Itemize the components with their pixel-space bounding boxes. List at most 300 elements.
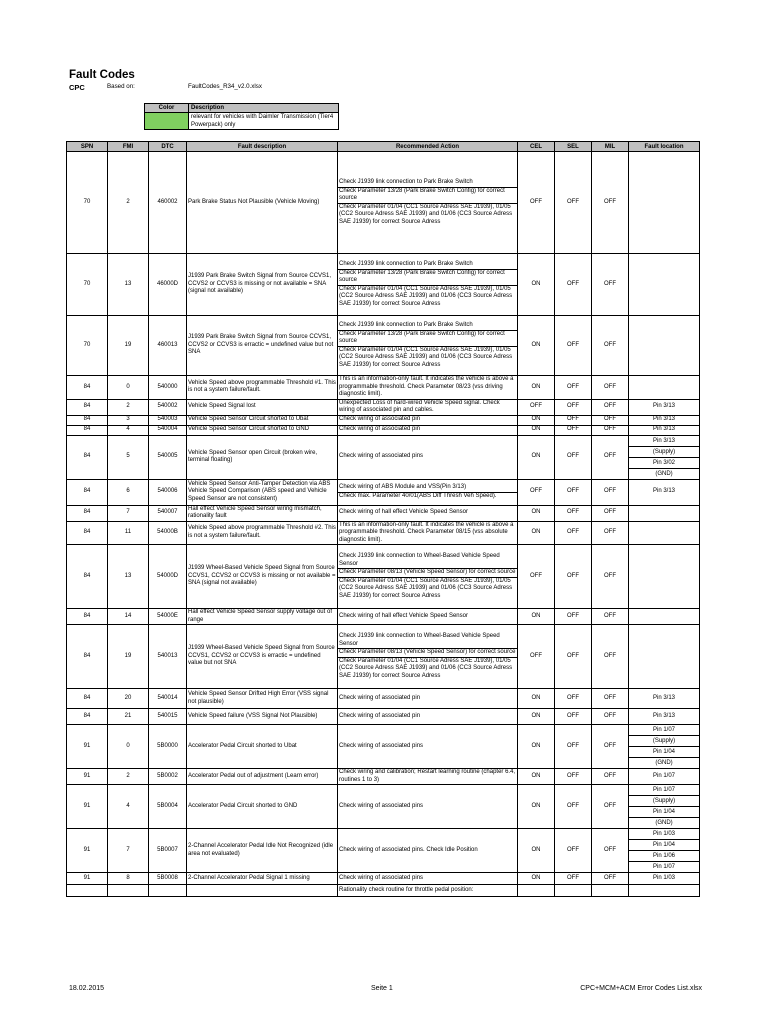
sel-cell: OFF: [555, 689, 592, 709]
recommended-action-item: Check Parameter 13/28 (Park Brake Switch Config) for correct source: [338, 270, 517, 286]
dtc-cell: 5B0008: [149, 873, 187, 885]
recommended-action-item: Check wiring of associated pins: [339, 874, 424, 881]
spn-cell: 84: [67, 415, 108, 425]
sel-cell: OFF: [555, 425, 592, 435]
mil-cell: OFF: [592, 425, 629, 435]
dtc-cell: 540014: [149, 689, 187, 709]
fmi-cell: 19: [108, 625, 149, 689]
column-header: SPN: [67, 142, 108, 152]
cel-cell: OFF: [518, 545, 555, 609]
recommended-action-cell: [338, 709, 518, 725]
dtc-cell: 540005: [149, 435, 187, 479]
recommended-action-item: Check J1939 link connection to Park Brake Switch: [338, 322, 517, 331]
recommended-action-cell: [338, 479, 518, 505]
cel-cell: ON: [518, 415, 555, 425]
fault-location-item: (GND): [655, 470, 673, 477]
recommended-action-cell: [338, 609, 518, 625]
fmi-cell: 0: [108, 376, 149, 400]
fault-location-item: Pin 3/13: [652, 712, 676, 719]
sel-cell: OFF: [555, 829, 592, 873]
legend-color-swatch: [145, 113, 189, 130]
column-header: DTC: [149, 142, 187, 152]
mil-cell: OFF: [592, 725, 629, 769]
sel-cell: OFF: [555, 709, 592, 725]
fault-description-cell: J1939 Park Brake Switch Signal from Source CCVS1, CCVS2 or CCVS3 is erractic = undefined value but not SNA: [187, 316, 338, 376]
column-header: SEL: [555, 142, 592, 152]
fmi-cell: 11: [108, 521, 149, 545]
spn-cell: 91: [67, 725, 108, 769]
fault-location-cell: [629, 709, 700, 725]
column-header: CEL: [518, 142, 555, 152]
recommended-action-cell: [338, 769, 518, 785]
cel-cell: ON: [518, 254, 555, 316]
fmi-cell: 5: [108, 435, 149, 479]
document-title: Fault Codes: [69, 69, 135, 81]
cel-cell: ON: [518, 435, 555, 479]
fault-description-cell: Park Brake Status Not Plausible (Vehicle Moving): [187, 152, 338, 254]
cel-cell: ON: [518, 769, 555, 785]
fault-location-cell: [629, 425, 700, 435]
column-header: FMI: [108, 142, 149, 152]
fault-description-cell: Vehicle Speed Sensor Anti-Tamper Detection via ABS Vehicle Speed Comparison (ABS speed and Vehicle Speed Sensor are not consistent): [187, 479, 338, 505]
recommended-action-item: Check wiring of associated pins. Check Idle Position: [339, 846, 478, 853]
fault-location-item: (Supply): [629, 736, 699, 747]
sel-cell: OFF: [555, 435, 592, 479]
spn-cell: 84: [67, 376, 108, 400]
fault-location-item: (GND): [655, 820, 673, 826]
recommended-action-item: Check Parameter 08/13 (Vehicle Speed Sensor) for correct source: [338, 649, 517, 658]
document-subtitle: CPC: [69, 83, 85, 92]
footer-page-number: Seite 1: [371, 985, 393, 992]
table-row: [67, 316, 700, 376]
fault-location-cell: [629, 625, 700, 689]
cel-cell: OFF: [518, 152, 555, 254]
table-row: [67, 254, 700, 316]
column-header: Fault description: [187, 142, 338, 152]
fault-location-item: Pin 1/07: [652, 772, 676, 779]
fault-location-cell: [629, 435, 700, 479]
fault-location-item: Pin 1/04: [629, 807, 699, 818]
recommended-action-item: Check wiring of associated pins: [339, 453, 424, 460]
mil-cell: OFF: [592, 545, 629, 609]
mil-cell: OFF: [592, 625, 629, 689]
recommended-action-item: Check max. Parameter 40/01(ABS Diff Thresh Veh Speed).: [339, 492, 497, 499]
fault-location-item: Pin 3/13: [652, 416, 676, 423]
fault-codes-table: [66, 141, 700, 897]
spn-cell: 70: [67, 316, 108, 376]
fmi-cell: 7: [108, 505, 149, 521]
recommended-action-cell: [338, 316, 518, 376]
dtc-cell: 540007: [149, 505, 187, 521]
fault-location-cell: [629, 545, 700, 609]
fault-description-cell: Vehicle Speed Signal lost: [187, 399, 338, 415]
recommended-action-cell: [338, 785, 518, 829]
fault-description-cell: J1939 Wheel-Based Vehicle Speed Signal from Source CCVS1, CCVS2 or CCVS3 is missing or not available = SNA (signal not available): [187, 545, 338, 609]
fault-location-cell: [629, 785, 700, 829]
table-header-row: [67, 142, 700, 152]
fault-location-cell: [629, 829, 700, 873]
fault-location-item: Pin 1/06: [629, 851, 699, 862]
sel-cell: OFF: [555, 399, 592, 415]
mil-cell: OFF: [592, 785, 629, 829]
recommended-action-item: This is an information-only fault. It indicates the vehicle is above a programmable threshold. Check Parameter 08/23 (vss driving diagnostic limit).: [339, 376, 514, 397]
recommended-action-item: Check wiring of associated pin: [339, 694, 421, 701]
fault-description-cell: Vehicle Speed failure (VSS Signal Not Plausible): [187, 709, 338, 725]
sel-cell: OFF: [555, 479, 592, 505]
fault-location-cell: [629, 415, 700, 425]
spn-cell: 84: [67, 545, 108, 609]
fault-location-cell: [629, 479, 700, 505]
cel-cell: ON: [518, 725, 555, 769]
recommended-action-cell: [338, 873, 518, 885]
table-row: [67, 689, 700, 709]
fault-description-cell: 2-Channel Accelerator Pedal Signal 1 missing: [187, 873, 338, 885]
cel-cell: ON: [518, 609, 555, 625]
dtc-cell: 46000D: [149, 254, 187, 316]
mil-cell: OFF: [592, 152, 629, 254]
spn-cell: 91: [67, 829, 108, 873]
recommended-action-item: Rationality check routine for throttle pedal position:: [339, 886, 474, 893]
mil-cell: OFF: [592, 254, 629, 316]
fault-description-cell: [187, 885, 338, 897]
fault-location-item: Pin 1/07: [652, 864, 676, 870]
table-row: [67, 435, 700, 479]
fault-location-item: Pin 1/03: [629, 829, 699, 840]
sel-cell: OFF: [555, 521, 592, 545]
dtc-cell: 540003: [149, 415, 187, 425]
fault-location-cell: [629, 254, 700, 316]
fault-location-cell: [629, 316, 700, 376]
recommended-action-item: Check Parameter 13/28 (Park Brake Switch Config) for correct source: [338, 188, 517, 204]
table-row: [67, 545, 700, 609]
table-row: [67, 425, 700, 435]
mil-cell: OFF: [592, 415, 629, 425]
sel-cell: OFF: [555, 415, 592, 425]
cel-cell: ON: [518, 505, 555, 521]
dtc-cell: 5B0002: [149, 769, 187, 785]
fault-description-cell: Accelerator Pedal Circuit shorted to Ubat: [187, 725, 338, 769]
fault-description-cell: J1939 Park Brake Switch Signal from Source CCVS1, CCVS2 or CCVS3 is missing or not available = SNA (signal not available): [187, 254, 338, 316]
mil-cell: OFF: [592, 829, 629, 873]
fmi-cell: 4: [108, 425, 149, 435]
table-row: [67, 479, 700, 505]
fault-description-cell: Vehicle Speed Sensor Drifted High Error (VSS signal not plausible): [187, 689, 338, 709]
sel-cell: OFF: [555, 545, 592, 609]
recommended-action-cell: [338, 545, 518, 609]
recommended-action-item: Check Parameter 13/28 (Park Brake Switch Config) for correct source: [338, 331, 517, 347]
spn-cell: 70: [67, 254, 108, 316]
fault-location-cell: [629, 689, 700, 709]
recommended-action-item: This is an information-only fault. It indicates the vehicle is above a programmable threshold. Check Parameter 08/15 (vss absolute diagnostic limit).: [339, 521, 514, 543]
fault-location-item: Pin 3/13: [652, 488, 676, 495]
mil-cell: OFF: [592, 505, 629, 521]
dtc-cell: 540004: [149, 425, 187, 435]
cel-cell: ON: [518, 785, 555, 829]
cel-cell: ON: [518, 316, 555, 376]
sel-cell: OFF: [555, 785, 592, 829]
mil-cell: OFF: [592, 479, 629, 505]
mil-cell: OFF: [592, 399, 629, 415]
fmi-cell: 2: [108, 399, 149, 415]
fault-location-cell: [629, 399, 700, 415]
fault-description-cell: Vehicle Speed above programmable Threshold #1. This is not a system failure/fault.: [187, 376, 338, 400]
fault-description-cell: Accelerator Pedal Circuit shorted to GND: [187, 785, 338, 829]
recommended-action-cell: [338, 152, 518, 254]
dtc-cell: [149, 885, 187, 897]
sel-cell: OFF: [555, 725, 592, 769]
color-legend: [144, 103, 339, 130]
fault-location-item: Pin 3/13: [652, 426, 676, 433]
spn-cell: 84: [67, 709, 108, 725]
fault-description-cell: Vehicle Speed above programmable Threshold #2. This is not a system failure/fault.: [187, 521, 338, 545]
spn-cell: 84: [67, 505, 108, 521]
recommended-action-cell: [338, 689, 518, 709]
spn-cell: 84: [67, 399, 108, 415]
footer-file-name: CPC+MCM+ACM Error Codes List.xlsx: [580, 985, 702, 992]
dtc-cell: 5B0004: [149, 785, 187, 829]
table-row: [67, 725, 700, 769]
dtc-cell: 540002: [149, 399, 187, 415]
fmi-cell: 2: [108, 769, 149, 785]
dtc-cell: 5B0000: [149, 725, 187, 769]
fault-location-item: (Supply): [629, 796, 699, 807]
fault-description-cell: 2-Channel Accelerator Pedal Idle Not Recognized (idle area not evaluated): [187, 829, 338, 873]
fmi-cell: 14: [108, 609, 149, 625]
cel-cell: ON: [518, 376, 555, 400]
spn-cell: 84: [67, 625, 108, 689]
table-row: [67, 885, 700, 897]
mil-cell: OFF: [592, 873, 629, 885]
dtc-cell: 540015: [149, 709, 187, 725]
fmi-cell: 7: [108, 829, 149, 873]
table-row: [67, 521, 700, 545]
recommended-action-item: Check wiring and calibration; Restart learning routine (chapter 6.4, routines 1 to 3): [339, 769, 516, 783]
table-row: [67, 152, 700, 254]
fault-location-cell: [629, 769, 700, 785]
spn-cell: 91: [67, 785, 108, 829]
cel-cell: ON: [518, 829, 555, 873]
fault-location-cell: [629, 725, 700, 769]
table-row: [67, 769, 700, 785]
table-row: [67, 376, 700, 400]
sel-cell: OFF: [555, 625, 592, 689]
fmi-cell: 13: [108, 254, 149, 316]
recommended-action-cell: [338, 425, 518, 435]
dtc-cell: 460002: [149, 152, 187, 254]
mil-cell: OFF: [592, 689, 629, 709]
mil-cell: OFF: [592, 609, 629, 625]
recommended-action-item: Unexpected Loss of hard-wired Vehicle Speed signal. Check wiring of associated pin and cables.: [339, 399, 500, 413]
fault-location-item: Pin 3/13: [652, 403, 676, 410]
cel-cell: OFF: [518, 625, 555, 689]
fault-location-item: Pin 1/07: [629, 785, 699, 796]
recommended-action-cell: [338, 376, 518, 400]
fault-location-item: Pin 1/04: [629, 840, 699, 851]
mil-cell: OFF: [592, 521, 629, 545]
spn-cell: 84: [67, 609, 108, 625]
recommended-action-cell: [338, 829, 518, 873]
recommended-action-item: Check Parameter 01/04 (CC1 Source Adress SAE J1939), 01/05 (CC2 Source Adress SAE J1939) and 01/06 (CC3 Source Adress SAE J1939) for correct Source Adress: [339, 346, 513, 368]
recommended-action-item: Check wiring of associated pin: [339, 426, 421, 433]
column-header: Recommended Action: [338, 142, 518, 152]
based-on-file: FaultCodes_R34_v2.0.xlsx: [188, 83, 262, 90]
sel-cell: [555, 885, 592, 897]
table-row: [67, 609, 700, 625]
cel-cell: ON: [518, 689, 555, 709]
column-header: Fault location: [629, 142, 700, 152]
fmi-cell: 0: [108, 725, 149, 769]
table-row: [67, 709, 700, 725]
recommended-action-item: Check J1939 link connection to Park Brake Switch: [338, 179, 517, 188]
fault-location-item: (GND): [655, 760, 673, 766]
mil-cell: OFF: [592, 709, 629, 725]
fault-location-cell: [629, 873, 700, 885]
mil-cell: OFF: [592, 769, 629, 785]
spn-cell: 84: [67, 521, 108, 545]
table-row: [67, 829, 700, 873]
cel-cell: [518, 885, 555, 897]
cel-cell: ON: [518, 873, 555, 885]
fault-description-cell: Hall effect Vehicle Speed Sensor supply voltage out of range: [187, 609, 338, 625]
legend-description: relevant for vehicles with Daimler Transmission (Tier4 Powerpack) only: [189, 113, 339, 130]
recommended-action-item: Check J1939 link connection to Park Brake Switch: [338, 261, 517, 270]
table-row: [67, 785, 700, 829]
fmi-cell: 6: [108, 479, 149, 505]
fault-location-item: (Supply): [629, 447, 699, 458]
cel-cell: ON: [518, 709, 555, 725]
fault-description-cell: Vehicle Speed Sensor open Circuit (broken wire, terminal floating): [187, 435, 338, 479]
fault-description-cell: J1939 Wheel-Based Vehicle Speed Signal from Source CCVS1, CCVS2 or CCVS3 is erractic = undefined value but not SNA: [187, 625, 338, 689]
sel-cell: OFF: [555, 376, 592, 400]
fault-location-cell: [629, 521, 700, 545]
sel-cell: OFF: [555, 152, 592, 254]
recommended-action-cell: [338, 521, 518, 545]
fmi-cell: 21: [108, 709, 149, 725]
recommended-action-item: Check wiring of ABS Module and VSS(Pin 3/13): [338, 484, 517, 493]
fmi-cell: [108, 885, 149, 897]
dtc-cell: 540000: [149, 376, 187, 400]
fmi-cell: 8: [108, 873, 149, 885]
fault-description-cell: Hall effect Vehicle Speed Sensor wiring mismatch, rationality fault: [187, 505, 338, 521]
table-row: [67, 415, 700, 425]
fault-location-item: Pin 1/03: [652, 874, 676, 881]
dtc-cell: 540006: [149, 479, 187, 505]
dtc-cell: 54000E: [149, 609, 187, 625]
dtc-cell: 54000D: [149, 545, 187, 609]
footer-date: 18.02.2015: [69, 985, 105, 992]
fmi-cell: 4: [108, 785, 149, 829]
sel-cell: OFF: [555, 609, 592, 625]
fault-location-item: Pin 3/02: [629, 458, 699, 469]
sel-cell: OFF: [555, 254, 592, 316]
dtc-cell: 540013: [149, 625, 187, 689]
sel-cell: OFF: [555, 316, 592, 376]
fault-location-item: Pin 1/04: [629, 747, 699, 758]
fault-location-cell: [629, 505, 700, 521]
fault-description-cell: Vehicle Speed Sensor Circuit shorted to GND: [187, 425, 338, 435]
sel-cell: OFF: [555, 769, 592, 785]
based-on-label: Based on:: [107, 83, 135, 90]
fmi-cell: 13: [108, 545, 149, 609]
recommended-action-item: Check wiring of associated pin: [339, 416, 421, 423]
legend-description-header: Description: [189, 104, 339, 113]
recommended-action-item: Check Parameter 01/04 (CC1 Source Adress SAE J1939), 01/05 (CC2 Source Adress SAE J1939) and 01/06 (CC3 Source Adress SAE J1939) for correct Source Adress: [339, 577, 513, 599]
recommended-action-item: Check Parameter 08/13 (Vehicle Speed Sensor) for correct source: [338, 569, 517, 578]
cel-cell: ON: [518, 521, 555, 545]
table-body: [67, 152, 700, 897]
fault-description-cell: Accelerator Pedal out of adjustment (Learn error): [187, 769, 338, 785]
dtc-cell: 5B0007: [149, 829, 187, 873]
spn-cell: 70: [67, 152, 108, 254]
spn-cell: 84: [67, 479, 108, 505]
fault-location-cell: [629, 885, 700, 897]
mil-cell: OFF: [592, 316, 629, 376]
spn-cell: 91: [67, 873, 108, 885]
recommended-action-item: Check wiring of hall effect Vehicle Speed Sensor: [339, 612, 468, 619]
fault-location-cell: [629, 152, 700, 254]
recommended-action-cell: [338, 625, 518, 689]
fmi-cell: 19: [108, 316, 149, 376]
spn-cell: 84: [67, 689, 108, 709]
dtc-cell: 460013: [149, 316, 187, 376]
recommended-action-item: Check J1939 link connection to Wheel-Based Vehicle Speed Sensor: [338, 553, 517, 569]
recommended-action-cell: [338, 435, 518, 479]
sel-cell: OFF: [555, 505, 592, 521]
cel-cell: OFF: [518, 479, 555, 505]
dtc-cell: 54000B: [149, 521, 187, 545]
recommended-action-cell: [338, 399, 518, 415]
table-row: [67, 873, 700, 885]
fault-description-cell: Vehicle Speed Sensor Circuit shorted to Ubat: [187, 415, 338, 425]
recommended-action-cell: [338, 505, 518, 521]
recommended-action-item: Check wiring of associated pins: [339, 802, 424, 809]
table-row: [67, 399, 700, 415]
column-header: MIL: [592, 142, 629, 152]
fault-location-cell: [629, 609, 700, 625]
recommended-action-item: Check Parameter 01/04 (CC1 Source Adress SAE J1939), 01/05 (CC2 Source Adress SAE J1939) and 01/06 (CC3 Source Adress SAE J1939) for correct Source Adress: [339, 203, 513, 225]
spn-cell: 84: [67, 435, 108, 479]
mil-cell: [592, 885, 629, 897]
spn-cell: 84: [67, 425, 108, 435]
recommended-action-item: Check wiring of hall effect Vehicle Speed Sensor: [339, 509, 468, 516]
recommended-action-cell: [338, 885, 518, 897]
mil-cell: OFF: [592, 435, 629, 479]
fault-location-item: Pin 1/07: [629, 725, 699, 736]
fmi-cell: 2: [108, 152, 149, 254]
recommended-action-cell: [338, 415, 518, 425]
table-row: [67, 505, 700, 521]
fmi-cell: 20: [108, 689, 149, 709]
legend-color-header: Color: [145, 104, 189, 113]
spn-cell: 91: [67, 769, 108, 785]
recommended-action-item: Check Parameter 01/04 (CC1 Source Adress SAE J1939), 01/05 (CC2 Source Adress SAE J1939) and 01/06 (CC3 Source Adress SAE J1939) for correct Source Adress: [339, 657, 513, 679]
recommended-action-item: Check Parameter 01/04 (CC1 Source Adress SAE J1939), 01/05 (CC2 Source Adress SAE J1939) and 01/06 (CC3 Source Adress SAE J1939) for correct Source Adress: [339, 285, 513, 307]
recommended-action-item: Check wiring of associated pins: [339, 742, 424, 749]
recommended-action-cell: [338, 254, 518, 316]
spn-cell: [67, 885, 108, 897]
fault-location-cell: [629, 376, 700, 400]
recommended-action-cell: [338, 725, 518, 769]
sel-cell: OFF: [555, 873, 592, 885]
fault-location-item: Pin 3/13: [652, 694, 676, 701]
fault-location-item: Pin 3/13: [629, 436, 699, 447]
mil-cell: OFF: [592, 376, 629, 400]
fmi-cell: 3: [108, 415, 149, 425]
table-row: [67, 625, 700, 689]
recommended-action-item: Check J1939 link connection to Wheel-Based Vehicle Speed Sensor: [338, 633, 517, 649]
recommended-action-item: Check wiring of associated pin: [339, 712, 421, 719]
cel-cell: OFF: [518, 399, 555, 415]
